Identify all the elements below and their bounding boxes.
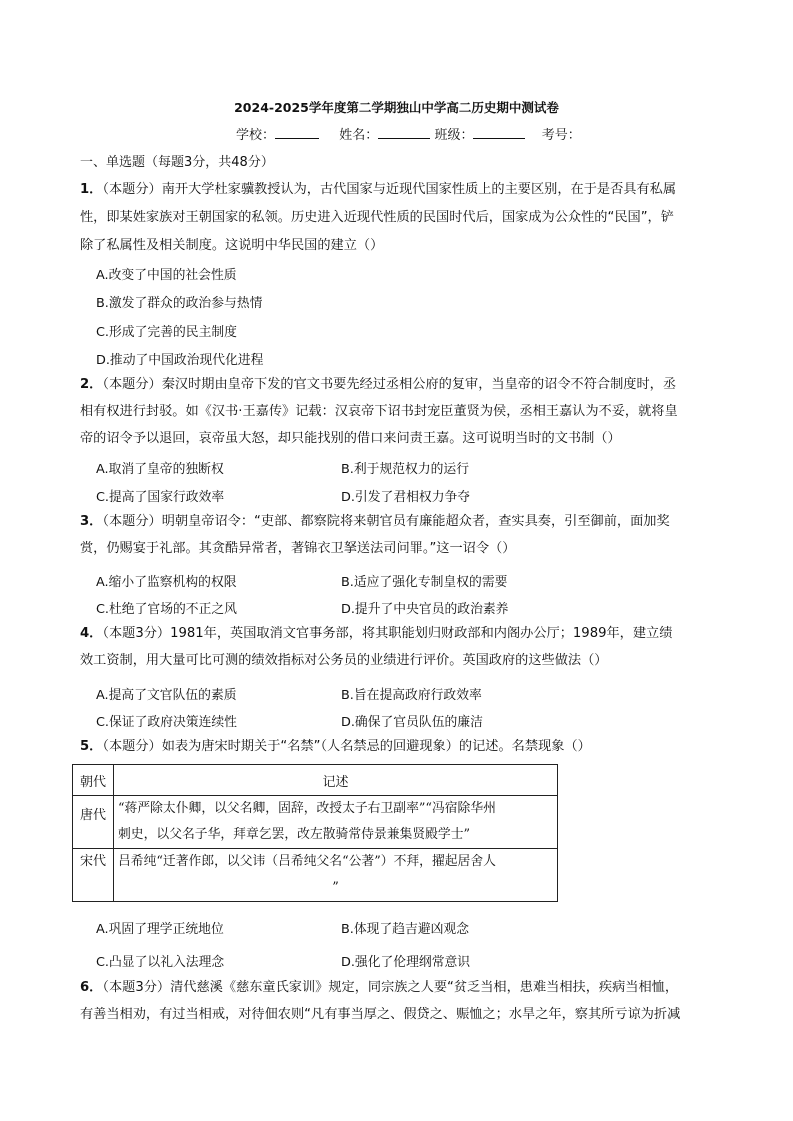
table-text-line: ” — [332, 880, 339, 895]
table-cell-era: 唐代 — [73, 796, 114, 849]
class-blank[interactable] — [473, 126, 525, 139]
q6-line-1: 6．（本题3分）清代慈溪《慈东童氏家训》规定，同宗族之人要“贫乏当相，患难当相扶，疾病当相恤， — [80, 980, 679, 995]
table-row — [73, 796, 558, 849]
q3-option-d[interactable]: D.提升了中央官员的政治素养 — [341, 602, 509, 617]
table-header-row — [73, 765, 558, 796]
q3-option-b[interactable]: B.适应了强化专制皇权的需要 — [341, 575, 508, 590]
q2-option-b[interactable]: B.利于规范权力的运行 — [341, 462, 470, 477]
table-cell-era: 宋代 — [73, 849, 114, 902]
q2-option-c[interactable]: C.提高了国家行政效率 — [96, 490, 225, 505]
number-label: 考号： — [541, 128, 581, 143]
table-text-line: “蒋严除太仆卿，以父名卿，固辞，改授太子右卫副率”“冯宿除华州 — [118, 801, 496, 816]
q5-table — [72, 764, 558, 902]
q4-option-b[interactable]: B.旨在提高政府行政效率 — [341, 688, 482, 703]
q3-line-1: 3．（本题分）明朝皇帝诏令：“吏部、都察院将来朝官员有廉能超众者，查实具奏，引至御前，面加奖 — [80, 514, 670, 529]
q4-line-1: 4．（本题3分）1981年，英国取消文官事务部，将其职能划归财政部和内阁办公厅；1989年，建立绩 — [80, 626, 673, 641]
school-label: 学校： — [236, 128, 276, 143]
q1-line-3: 除了私属性及相关制度。这说明中华民国的建立（） — [80, 238, 384, 253]
q5-option-a[interactable]: A.巩固了理学正统地位 — [96, 922, 224, 937]
class-label: 班级： — [434, 128, 474, 143]
q5-option-d[interactable]: D.强化了伦理纲常意识 — [341, 955, 471, 970]
q3-option-a[interactable]: A.缩小了监察机构的权限 — [96, 575, 237, 590]
q1-option-a[interactable]: A.改变了中国的社会性质 — [96, 268, 237, 283]
question-number: 5． — [80, 739, 103, 754]
q5-option-c[interactable]: C.凸显了以礼入法理念 — [96, 955, 225, 970]
q3-line-2: 赏，仍赐宴于礼部。其贪酷异常者，著锦衣卫拏送法司问罪。”这一诏令（） — [80, 541, 516, 556]
q2-line-1: 2．（本题分）秦汉时期由皇帝下发的官文书要先经过丞相公府的复审，当皇帝的诏令不符合制度时，丞 — [80, 377, 677, 392]
q1-option-d[interactable]: D.推动了中国政治现代化进程 — [96, 353, 264, 368]
table-cell-text — [114, 796, 558, 849]
question-number: 1． — [80, 182, 103, 197]
question-number: 4． — [80, 626, 103, 641]
q1-option-c[interactable]: C.形成了完善的民主制度 — [96, 325, 237, 340]
q5-option-b[interactable]: B.体现了趋吉避凶观念 — [341, 922, 470, 937]
q2-line-3: 帝的诏令予以退回，哀帝虽大怒，却只能找别的借口来问责王嘉。这可说明当时的文书制（） — [80, 431, 621, 446]
q1-option-b[interactable]: B.激发了群众的政治参与热情 — [96, 296, 263, 311]
q5-line-1: 5．（本题分）如表为唐宋时期关于“名禁”（人名禁忌的回避现象）的记述。名禁现象（） — [80, 739, 591, 754]
question-number: 6． — [80, 980, 103, 995]
q2-option-a[interactable]: A.取消了皇帝的独断权 — [96, 462, 224, 477]
q3-option-c[interactable]: C.杜绝了官场的不正之风 — [96, 602, 237, 617]
q4-option-a[interactable]: A.提高了文官队伍的素质 — [96, 688, 237, 703]
section-title: 一、单选题（每题3分，共48分） — [80, 155, 274, 170]
name-label: 姓名： — [339, 128, 379, 143]
q1-line-1: 1．（本题分）南开大学杜家骥教授认为，古代国家与近现代国家性质上的主要区别，在于是否具有私属 — [80, 182, 677, 197]
q4-option-c[interactable]: C.保证了政府决策连续性 — [96, 715, 237, 730]
table-cell-text — [114, 849, 558, 902]
q4-line-2: 效工资制，用大量可比可测的绩效指标对公务员的业绩进行评价。英国政府的这些做法（） — [80, 653, 608, 668]
exam-title: 2024-2025学年度第二学期独山中学高二历史期中测试卷 — [234, 100, 559, 115]
table-head-era: 朝代 — [73, 765, 114, 796]
question-number: 2． — [80, 377, 103, 392]
question-number: 3． — [80, 514, 103, 529]
table-text-line: 刺史，以父名子华，拜章乞罢，改左散骑常侍景兼集贤殿学士” — [118, 827, 471, 842]
table-row — [73, 849, 558, 902]
table-text-line: 吕希纯“迁著作郎，以父讳（吕希纯父名“公著”）不拜，擢起居舍人 — [118, 854, 496, 869]
q2-line-2: 相有权进行封驳。如《汉书·王嘉传》记载：汉哀帝下诏书封宠臣董贤为侯，丞相王嘉认为不妥，就将皇 — [80, 404, 678, 419]
q1-line-2: 性，即某姓家族对王朝国家的私领。历史进入近现代性质的民国时代后，国家成为公众性的“民国”，铲 — [80, 210, 674, 225]
table-head-text: 记述 — [114, 765, 558, 796]
q6-line-2: 有善当相劝，有过当相戒，对待佃农则“凡有事当厚之、假贷之、赈恤之；水旱之年，察其所亏谅为折减 — [80, 1007, 681, 1022]
q2-option-d[interactable]: D.引发了君相权力争夺 — [341, 490, 471, 505]
student-info-row — [236, 124, 581, 143]
school-blank[interactable] — [275, 126, 319, 139]
name-blank[interactable] — [378, 126, 430, 139]
q4-option-d[interactable]: D.确保了官员队伍的廉洁 — [341, 715, 483, 730]
